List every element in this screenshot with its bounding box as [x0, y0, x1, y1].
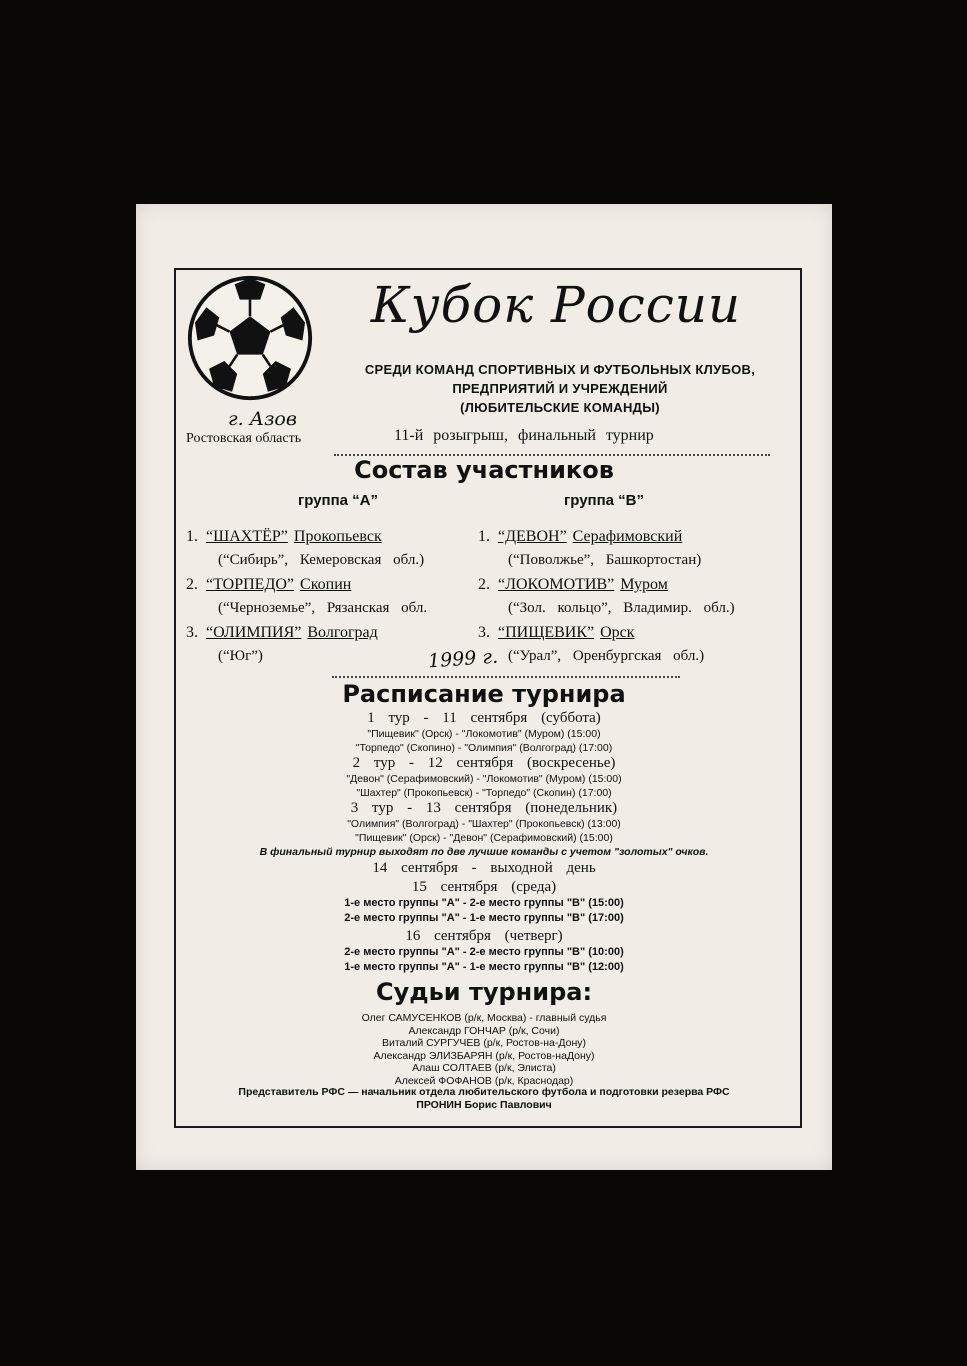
team-row: 2. “ЛОКОМОТИВ” Муром [478, 576, 668, 593]
match: "Девон" (Серафимовский) - "Локомотив" (Муром) (15:00) [346, 773, 622, 785]
referee: Олег САМУСЕНКОВ (р/к, Москва) - главный судья [361, 1012, 607, 1024]
divider [332, 676, 680, 678]
referee: Александр ЭЛИЗБАРЯН (р/к, Ростов-наДону) [373, 1049, 595, 1062]
team-row: 1. “ДЕВОН” Серафимовский [478, 528, 683, 545]
schedule [136, 710, 832, 975]
handwritten-year: 1999 г. [427, 645, 499, 673]
team-note: (“Зол. кольцо”, Владимир. обл.) [508, 600, 735, 616]
team-note: (“Черноземье”, Рязанская обл. [218, 600, 428, 616]
football-icon [186, 274, 314, 402]
referee: Алексей ФОФАНОВ (р/к, Краснодар) [394, 1074, 574, 1087]
round-1-date: 1 тур - 11 сентября (суббота) [367, 710, 601, 726]
match: 1-е место группы "А" - 2-е место группы "В" (15:00) [344, 897, 624, 909]
group-b-label: группа “В” [564, 492, 645, 509]
team-note: (“Юг”) [218, 648, 263, 664]
match: 2-е место группы "А" - 1-е место группы "В" (17:00) [344, 912, 624, 924]
team-note: (“Сибирь”, Кемеровская обл.) [218, 552, 425, 568]
match: "Олимпия" (Волгоград) - "Шахтер" (Прокопьевск) (13:00) [347, 818, 621, 830]
referee: Александр ГОНЧАР (р/к, Сочи) [408, 1024, 560, 1037]
program-sheet [136, 204, 832, 1170]
team-row: 3. “ОЛИМПИЯ” Волгоград [186, 624, 378, 641]
referees-heading: Судьи турнира: [375, 978, 593, 1006]
team-row: 3. “ПИЩЕВИК” Орск [478, 624, 635, 641]
rest-day: 14 сентября - выходной день [372, 860, 596, 876]
team-note: (“Урал”, Оренбургская обл.) [508, 648, 705, 664]
day-16-date: 16 сентября (четверг) [405, 928, 563, 944]
participants-heading: Состав участников [354, 456, 614, 484]
round-2-date: 2 тур - 12 сентября (воскресенье) [352, 755, 616, 771]
team-row: 1. “ШАХТЁР” Прокопьевск [186, 528, 382, 545]
day-15-date: 15 сентября (среда) [411, 879, 557, 895]
subtitle: СРЕДИ КОМАНД СПОРТИВНЫХ И ФУТБОЛЬНЫХ КЛУБОВ, ПРЕДПРИЯТИЙ И УЧРЕЖДЕНИЙ (ЛЮБИТЕЛЬСКИЕ КОМАНДЫ) [364, 362, 756, 415]
final-note: В финальный турнир выходят по две лучшие команды с учетом "золотых" очков. [259, 846, 709, 858]
referee: Алаш СОЛТАЕВ (р/к, Элиста) [412, 1062, 556, 1074]
group-a-label: группа “А” [298, 492, 379, 509]
round-3-date: 3 тур - 13 сентября (понедельник) [350, 800, 618, 816]
match: "Пищевик" (Орск) - "Локомотив" (Муром) (15:00) [367, 728, 601, 740]
referees-list [136, 1012, 832, 1087]
referee: Виталий СУРГУЧЕВ (р/к, Ростов-на-Дону) [381, 1037, 587, 1049]
match: "Торпедо" (Скопино) - "Олимпия" (Волгоград) (17:00) [355, 742, 613, 754]
match: 2-е место группы "А" - 2-е место группы "В" (10:00) [344, 946, 624, 958]
schedule-heading: Расписание турнира [342, 680, 626, 708]
edition: 11-й розыгрыш, финальный турнир [394, 427, 654, 444]
team-note: (“Поволжье”, Башкортостан) [508, 552, 702, 568]
match: "Шахтер" (Прокопьевск) - "Торпедо" (Скопин) (17:00) [356, 787, 612, 799]
page-title: Кубок России [370, 276, 742, 334]
handwritten-city: г. Азов [228, 408, 297, 430]
match: "Пищевик" (Орск) - "Девон" (Серафимовский) (15:00) [355, 832, 613, 844]
region: Ростовская область [186, 431, 302, 446]
team-row: 2. “ТОРПЕДО” Скопин [186, 576, 352, 593]
match: 1-е место группы "А" - 1-е место группы "В" (12:00) [344, 961, 624, 973]
rfs-representative: Представитель РФС — начальник отдела любительского футбола и подготовки резерва РФС ПРОНИН Борис Павлович [238, 1086, 730, 1111]
